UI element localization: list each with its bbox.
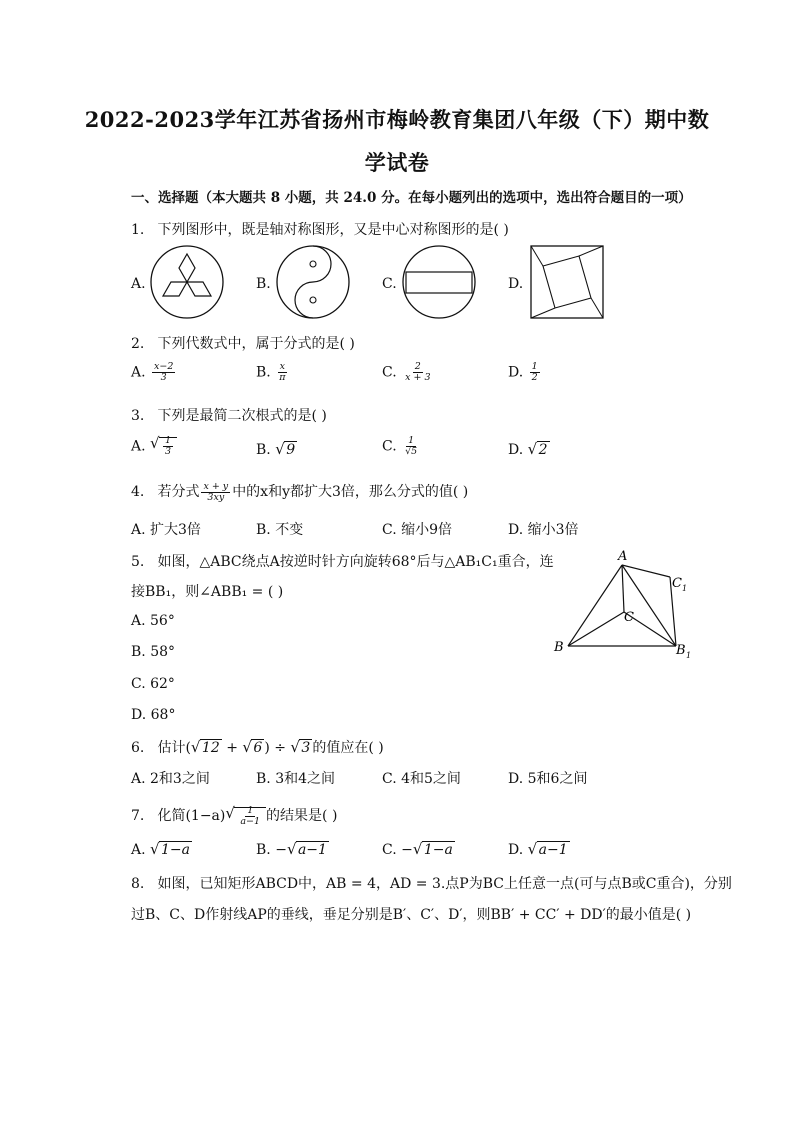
label-B1-sub: 1 [686, 651, 692, 660]
question-5 [131, 551, 554, 571]
option-b: B. 58° [131, 644, 176, 660]
denominator: 3 [160, 371, 167, 383]
square-root: √ a−1 [286, 840, 327, 858]
expr-part: ) ÷ [264, 740, 291, 756]
question-number: 8. [131, 876, 145, 892]
question-stem-post: 中的x和y都扩大3倍，那么分式的值( ) [232, 484, 469, 500]
label-B1: B [676, 643, 686, 658]
option-c: C. 缩小9倍 [382, 522, 453, 538]
question-8 [131, 873, 732, 893]
question-stem: 如图，已知矩形ABCD中，AB = 4，AD = 3.点P为BC上任意一点(可与点B或C重合)，分别 [157, 876, 732, 892]
option-label: A. [131, 842, 146, 858]
radicand: a−1 [538, 842, 568, 858]
question-stem-post: 的值应在( ) [312, 740, 384, 756]
option-d: D. 缩小3倍 [508, 522, 579, 538]
fraction [403, 362, 432, 383]
square-root: √ $\frac{1}{a-1}$ [225, 806, 266, 827]
square-root: √ 2 [527, 440, 548, 458]
option-label: C. [382, 438, 397, 455]
option-c [382, 362, 435, 383]
denominator: π [279, 371, 286, 383]
option-c-label: C. [382, 276, 397, 292]
option-b-label: B. [256, 276, 271, 292]
option-b [256, 362, 289, 383]
question-4 [131, 481, 468, 502]
fraction [152, 362, 175, 383]
numerator: x + y [203, 480, 229, 492]
question-6 [131, 737, 384, 757]
question-number: 7. [131, 808, 145, 824]
option-d [508, 442, 550, 458]
question-3 [131, 405, 327, 425]
option-label: C. [382, 842, 397, 858]
fraction [277, 362, 287, 383]
denominator: a−1 [240, 815, 261, 827]
numerator: 1 [247, 804, 254, 816]
numerator: 1 [531, 361, 538, 372]
expr-part: 化简(1−a) [157, 808, 226, 824]
square-root: √ 1−a [412, 840, 453, 858]
expr-part: 估计( [157, 740, 191, 756]
option-b: B. 不变 [256, 522, 304, 538]
numerator: x [279, 361, 285, 372]
option-d [508, 842, 570, 858]
option-a [131, 842, 192, 858]
page-title-continued: 学试卷 [364, 150, 430, 175]
question-number: 4. [131, 484, 145, 500]
option-a: A. 扩大3倍 [131, 522, 201, 538]
option-c: C. 62° [131, 676, 175, 692]
expr-part: + [221, 740, 243, 756]
radicand: 2 [538, 442, 548, 458]
question-number: 2. [131, 336, 145, 352]
label-C1: C [672, 576, 682, 591]
question-7 [131, 805, 337, 826]
option-d: D. 5和6之间 [508, 771, 588, 787]
square-root: √ 3 [290, 738, 311, 756]
square-root: √ 9 [275, 440, 296, 458]
rotation-triangle-figure [548, 545, 698, 663]
fraction [238, 806, 262, 827]
option-d-label: D. [508, 276, 524, 292]
denominator: 3 [165, 445, 172, 457]
question-number: 6. [131, 740, 145, 756]
radicand: 3 [301, 740, 311, 756]
square-root: √ 12 [190, 738, 220, 756]
numerator: 2 [414, 361, 421, 372]
option-c: C. 4和5之间 [382, 771, 461, 787]
option-b [256, 842, 329, 858]
label-A: A [618, 549, 628, 564]
option-b: B. 3和4之间 [256, 771, 336, 787]
question-stem-pre: 若分式 [157, 484, 200, 500]
question-8-continued: 过B、C、D作射线AP的垂线，垂足分别是B′、C′、D′，则BB′ + CC′ + DD′的最小值是( ) [131, 907, 692, 923]
minus-sign: − [275, 842, 287, 858]
question-number: 1. [131, 222, 145, 238]
denominator: x + 3 [405, 371, 431, 383]
fraction [201, 482, 230, 503]
option-a-label: A. [131, 276, 146, 292]
circle-rectangle-figure [401, 244, 477, 320]
minus-sign: − [401, 842, 413, 858]
option-d: D. 68° [131, 707, 176, 723]
yin-yang-figure [275, 244, 351, 320]
radicand: a−1 [297, 842, 327, 858]
radicand: 6 [253, 740, 263, 756]
option-a: A. 2和3之间 [131, 771, 210, 787]
option-label: D. [508, 842, 524, 858]
page-title: 2022-2023学年江苏省扬州市梅岭教育集团八年级（下）期中数 [84, 107, 710, 132]
question-stem: 下列代数式中，属于分式的是( ) [157, 336, 355, 352]
option-label: B. [256, 842, 271, 858]
denominator: √5 [405, 445, 418, 457]
fraction [163, 436, 173, 457]
question-stem: 如图，△ABC绕点A按逆时针方向旋转68°后与△AB₁C₁重合，连 [157, 554, 554, 570]
option-label: D. [508, 364, 524, 381]
square-pinwheel-figure [529, 244, 605, 320]
option-label: B. [256, 442, 271, 458]
option-a [131, 436, 177, 457]
fraction [403, 436, 419, 457]
question-2 [131, 333, 355, 353]
section-heading: 一、选择题（本大题共 8 小题，共 24.0 分。在每小题列出的选项中，选出符合题目的一项） [131, 190, 692, 206]
label-B: B [554, 640, 564, 655]
question-stem-post: 的结果是( ) [266, 808, 338, 824]
question-number: 3. [131, 408, 145, 424]
square-root: √ a−1 [527, 840, 568, 858]
numerator: 1 [165, 435, 172, 446]
mitsubishi-figure [149, 244, 225, 320]
question-number: 5. [131, 554, 145, 570]
label-C1-sub: 1 [682, 584, 688, 593]
numerator: 1 [408, 435, 415, 446]
question-stem: 下列是最简二次根式的是( ) [157, 408, 327, 424]
option-a [131, 362, 177, 383]
option-label: B. [256, 364, 271, 381]
option-c [382, 436, 421, 457]
option-a: A. 56° [131, 613, 175, 629]
option-label: A. [131, 438, 146, 455]
radicand: 12 [201, 740, 220, 756]
square-root: √ $\frac{1}{3}$ [150, 436, 177, 457]
square-root: √ 6 [242, 738, 263, 756]
fraction [530, 362, 540, 383]
label-C: C [624, 610, 634, 625]
denominator: 3xy [207, 491, 225, 503]
option-c [382, 842, 455, 858]
radicand: 9 [286, 442, 296, 458]
square-root: √ 1−a [150, 840, 190, 858]
radicand: 1−a [423, 842, 453, 858]
option-label: A. [131, 364, 146, 381]
option-d [508, 362, 542, 383]
denominator: 2 [531, 371, 538, 383]
question-1 [131, 219, 509, 239]
option-label: C. [382, 364, 397, 381]
numerator: x−2 [154, 361, 174, 372]
question-stem: 下列图形中，既是轴对称图形，又是中心对称图形的是( ) [157, 222, 509, 238]
option-label: D. [508, 442, 524, 458]
radicand: 1−a [161, 842, 190, 858]
question-5-continued: 接BB₁，则∠ABB₁ = ( ) [131, 584, 284, 600]
option-b [256, 442, 297, 458]
